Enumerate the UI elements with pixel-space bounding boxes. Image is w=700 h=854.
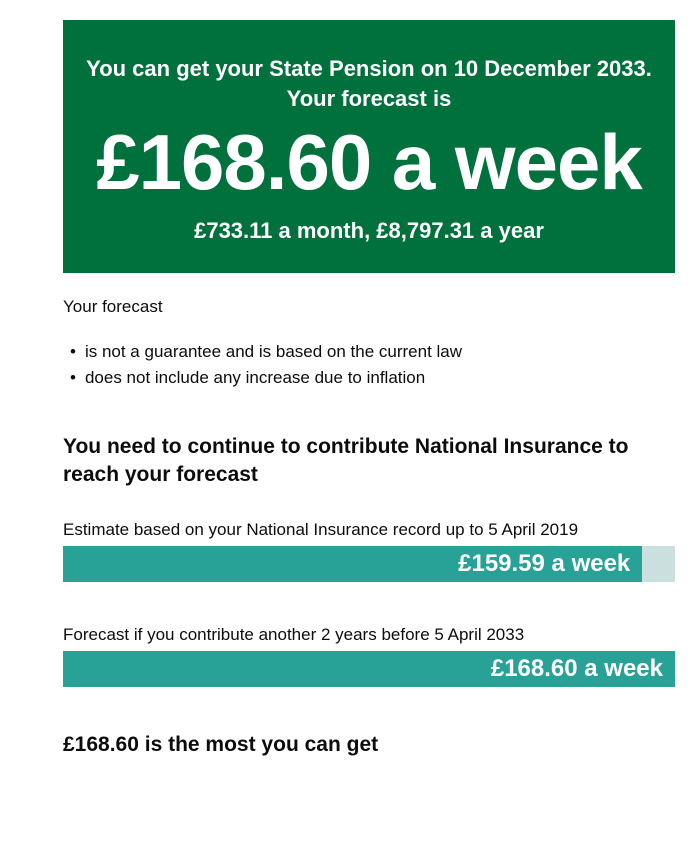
forecast-notes-list <box>63 339 675 391</box>
forecast-bar-label: Forecast if you contribute another 2 years before 5 April 2033 <box>63 625 525 644</box>
forecast-note-text: is not a guarantee and is based on the current law <box>84 342 463 361</box>
forecast-note-item <box>63 339 675 365</box>
weekly-amount: £168.60 a week <box>96 118 642 206</box>
max-amount-heading: £168.60 is the most you can get <box>63 733 379 756</box>
estimate-bar-track <box>63 546 675 582</box>
estimate-bar-value: £159.59 a week <box>458 550 631 577</box>
monthly-yearly-amount: £733.11 a month, £8,797.31 a year <box>194 218 544 243</box>
forecast-bar-track <box>63 651 675 687</box>
forecast-note-item <box>63 365 675 391</box>
forecast-summary-panel <box>63 20 675 273</box>
panel-heading-line-2: Your forecast is <box>286 86 452 111</box>
pension-forecast-page <box>63 20 675 759</box>
estimate-bar-label: Estimate based on your National Insurance record up to 5 April 2019 <box>63 520 579 539</box>
bullet-icon: • <box>70 368 76 387</box>
forecast-bar-fill <box>63 651 675 687</box>
estimate-bar-fill <box>63 546 642 582</box>
your-forecast-label: Your forecast <box>63 297 163 316</box>
bullet-icon: • <box>70 342 76 361</box>
forecast-note-text: does not include any increase due to inflation <box>84 368 426 387</box>
panel-heading-line-1: You can get your State Pension on 10 December 2033. <box>86 56 652 81</box>
forecast-bar-value: £168.60 a week <box>490 655 663 682</box>
ni-contribution-heading: You need to continue to contribute National Insurance to reach your forecast <box>63 435 629 486</box>
